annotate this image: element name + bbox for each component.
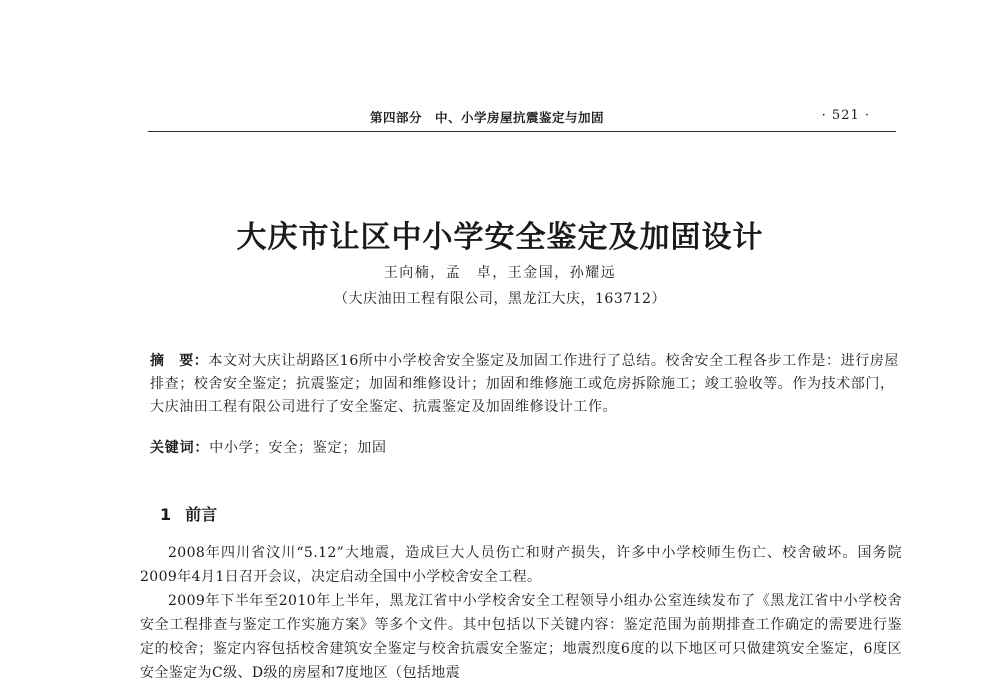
keywords-text: 中小学；安全；鉴定；加固 <box>209 440 387 456</box>
section-title: 前言 <box>185 505 218 524</box>
running-header-section: 第四部分 中、小学房屋抗震鉴定与加固 <box>370 110 605 125</box>
abstract <box>150 350 900 419</box>
author-list: 王向楠，孟 卓，王金国，孙耀远 <box>383 265 617 281</box>
affiliation: （大庆油田工程有限公司，黑龙江大庆，163712） <box>334 291 666 307</box>
paper-title: 大庆市让区中小学安全鉴定及加固设计 <box>236 220 764 255</box>
keywords-label: 关键词： <box>150 440 210 456</box>
header-rule <box>148 131 896 132</box>
section-body <box>140 541 902 685</box>
section-heading <box>160 502 217 525</box>
body-paragraph: 2009年下半年至2010年上半年，黑龙江省中小学校舍安全工程领导小组办公室连续发布了《黑龙江省中小学校舍安全工程排查与鉴定工作实施方案》等多个文件。其中包括以下关键内容：鉴定范围为前期排查工作确定的需要进行鉴定的校舍；鉴定内容包括校舍建筑安全鉴定与校舍抗震安全鉴定；地震烈度6度的以下地区可只做建筑安全鉴定，6度区安全鉴定为C级、D级的房屋和7度地区（包括地震 <box>140 593 902 681</box>
running-header <box>148 106 896 128</box>
abstract-text: 本文对大庆让胡路区16所中小学校舍安全鉴定及加固工作进行了总结。校舍安全工程各步工作是：进行房屋排查；校舍安全鉴定；抗震鉴定；加固和维修设计；加固和维修施工或危房拆除施工；竣工验收等。作为技术部门，大庆油田工程有限公司进行了安全鉴定、抗震鉴定及加固维修设计工作。 <box>150 353 900 415</box>
page-number: · 521 · <box>821 108 870 123</box>
keywords <box>150 437 900 457</box>
section-number: 1 <box>160 505 172 524</box>
body-paragraph: 2008年四川省汶川“5.12”大地震，造成巨大人员伤亡和财产损失，许多中小学校师生伤亡、校舍破坏。国务院2009年4月1日召开会议，决定启动全国中小学校舍安全工程。 <box>140 545 902 585</box>
abstract-label: 摘 要： <box>150 353 209 369</box>
